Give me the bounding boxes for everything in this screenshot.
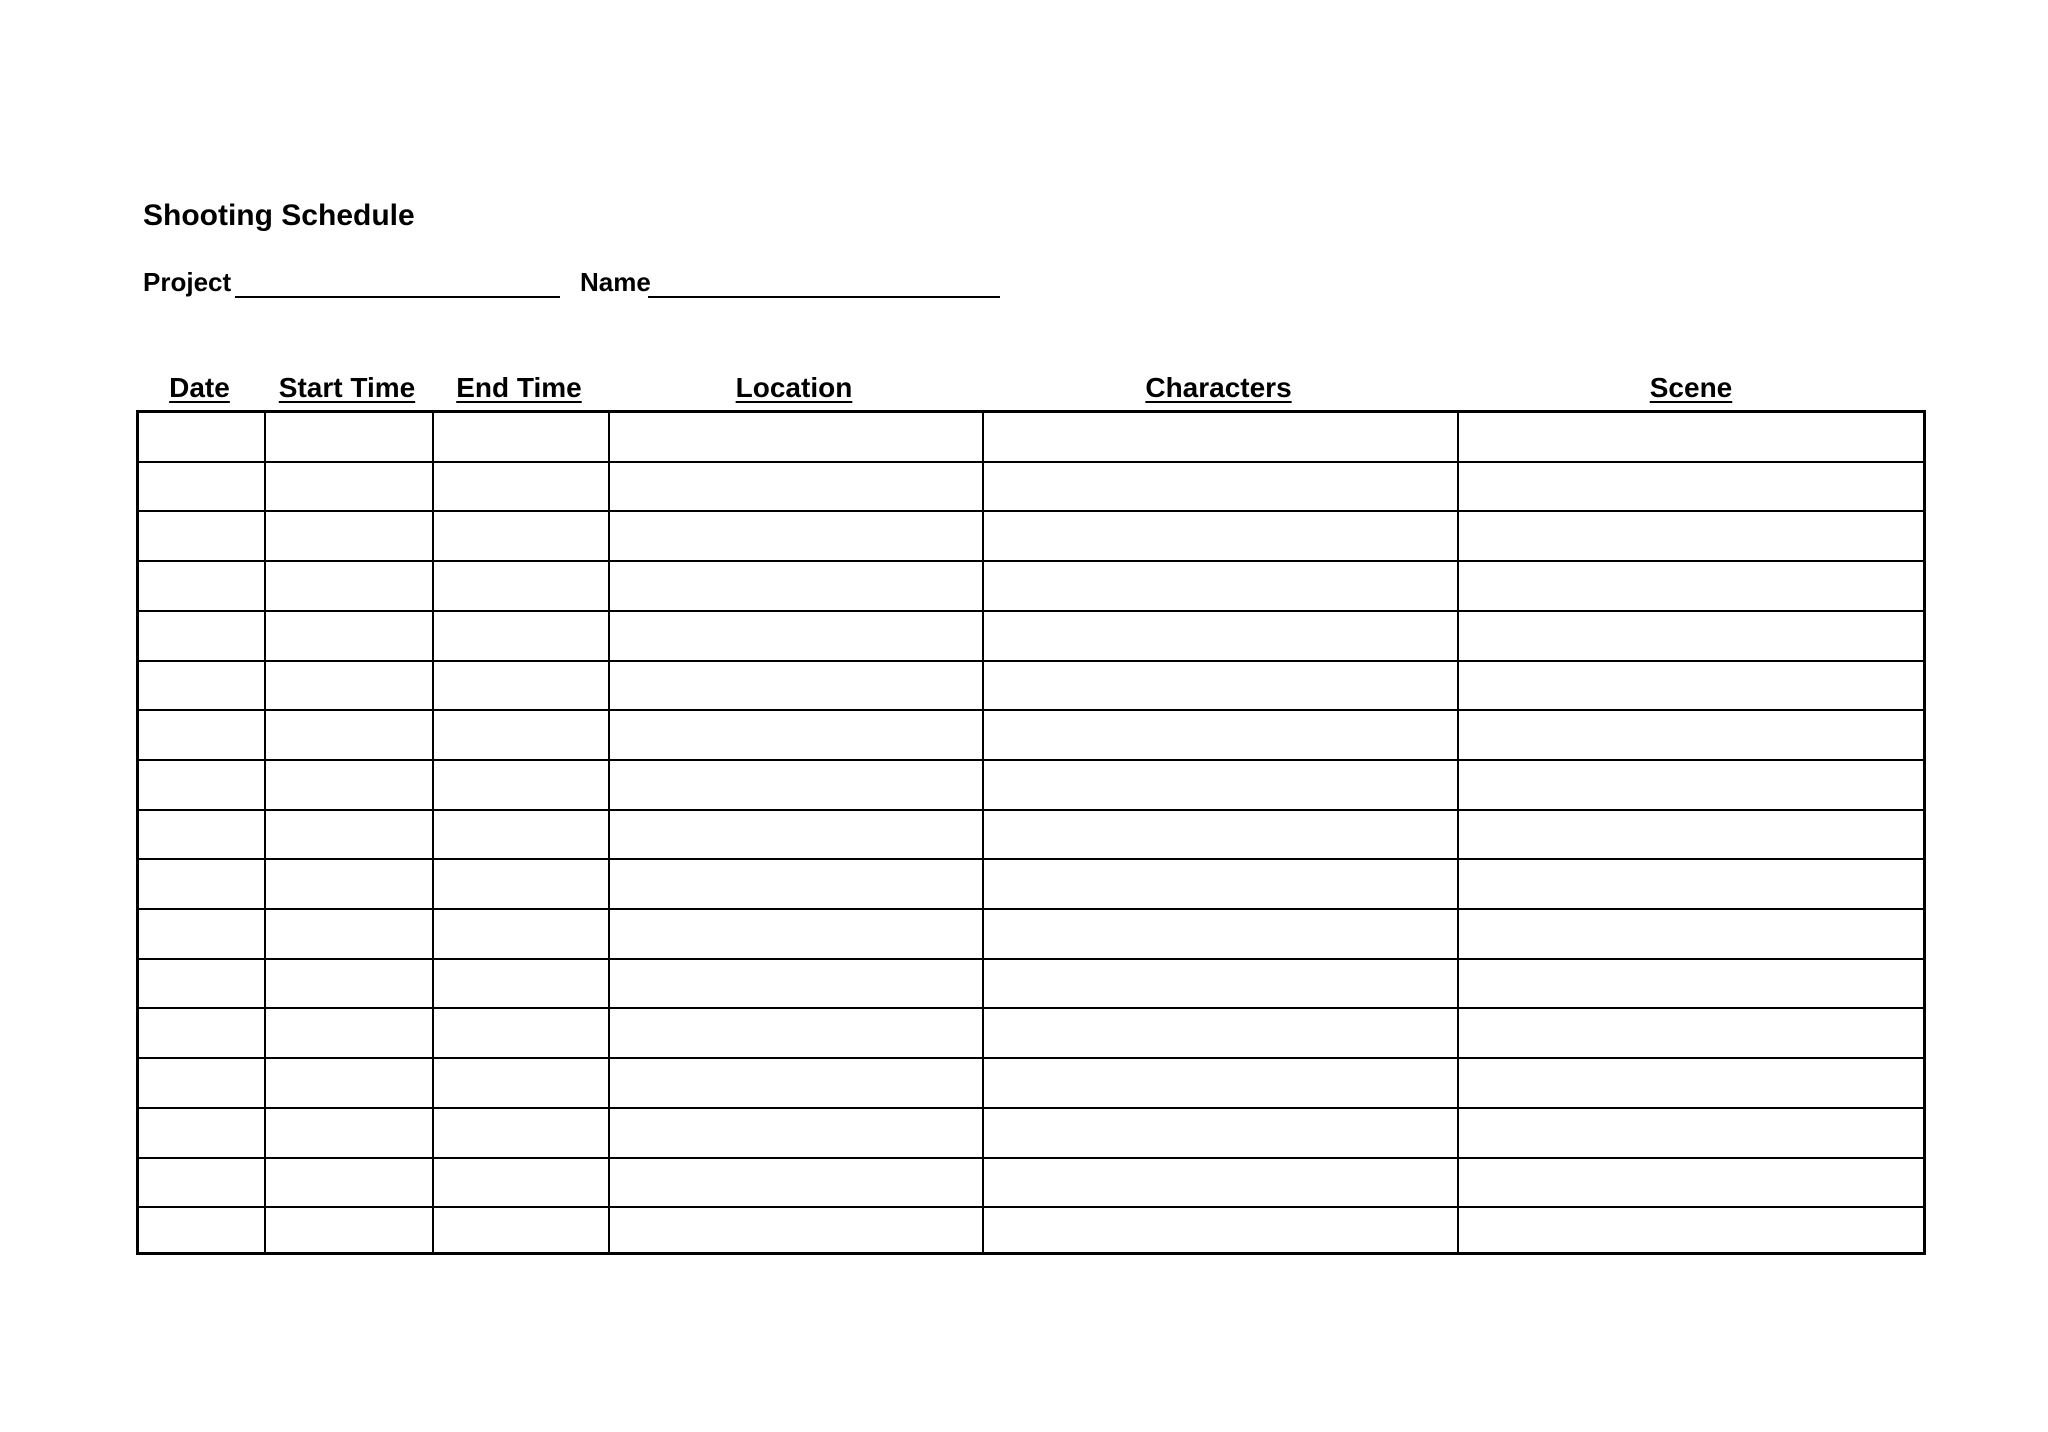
table-cell-location[interactable]: [610, 1208, 984, 1258]
table-cell-end-time[interactable]: [434, 413, 610, 463]
table-cell-start-time[interactable]: [266, 711, 434, 761]
table-cell-end-time[interactable]: [434, 860, 610, 910]
schedule-table: [136, 410, 1926, 1255]
table-cell-scene[interactable]: [1459, 612, 1929, 662]
project-label: Project: [143, 267, 232, 297]
table-cell-location[interactable]: [610, 860, 984, 910]
table-cell-end-time[interactable]: [434, 1208, 610, 1258]
table-cell-location[interactable]: [610, 761, 984, 811]
table-cell-end-time[interactable]: [434, 662, 610, 712]
table-cell-characters[interactable]: [984, 1208, 1459, 1258]
table-cell-end-time[interactable]: [434, 761, 610, 811]
table-cell-characters[interactable]: [984, 562, 1459, 612]
table-cell-scene[interactable]: [1459, 1109, 1929, 1159]
table-cell-location[interactable]: [610, 1009, 984, 1059]
table-cell-start-time[interactable]: [266, 1059, 434, 1109]
table-cell-start-time[interactable]: [266, 1009, 434, 1059]
table-cell-end-time[interactable]: [434, 1059, 610, 1109]
table-cell-scene[interactable]: [1459, 512, 1929, 562]
table-cell-characters[interactable]: [984, 860, 1459, 910]
table-cell-date[interactable]: [139, 562, 266, 612]
table-cell-date[interactable]: [139, 512, 266, 562]
table-cell-start-time[interactable]: [266, 811, 434, 861]
column-header-location: [607, 368, 981, 408]
table-cell-scene[interactable]: [1459, 761, 1929, 811]
table-cell-characters[interactable]: [984, 413, 1459, 463]
table-cell-date[interactable]: [139, 1208, 266, 1258]
table-cell-characters[interactable]: [984, 662, 1459, 712]
table-cell-location[interactable]: [610, 662, 984, 712]
table-cell-location[interactable]: [610, 811, 984, 861]
table-cell-start-time[interactable]: [266, 860, 434, 910]
name-field[interactable]: [648, 296, 1000, 298]
table-cell-characters[interactable]: [984, 1059, 1459, 1109]
table-cell-characters[interactable]: [984, 612, 1459, 662]
table-cell-date[interactable]: [139, 711, 266, 761]
table-cell-scene[interactable]: [1459, 960, 1929, 1010]
table-cell-characters[interactable]: [984, 761, 1459, 811]
column-header-scene: [1456, 368, 1926, 408]
table-cell-end-time[interactable]: [434, 960, 610, 1010]
table-cell-scene[interactable]: [1459, 1059, 1929, 1109]
table-cell-start-time[interactable]: [266, 910, 434, 960]
table-cell-date[interactable]: [139, 1159, 266, 1209]
table-cell-end-time[interactable]: [434, 512, 610, 562]
table-cell-scene[interactable]: [1459, 1159, 1929, 1209]
column-header-end-time: [431, 368, 607, 408]
column-header-characters: [981, 368, 1456, 408]
table-cell-scene[interactable]: [1459, 463, 1929, 513]
table-cell-start-time[interactable]: [266, 960, 434, 1010]
table-cell-end-time[interactable]: [434, 1159, 610, 1209]
table-cell-date[interactable]: [139, 662, 266, 712]
column-header-label: Start Time: [278, 372, 416, 403]
table-cell-end-time[interactable]: [434, 612, 610, 662]
project-field[interactable]: [235, 296, 560, 298]
column-header-label: Scene: [1649, 372, 1733, 403]
column-header-start-time: [263, 368, 431, 408]
table-cell-date[interactable]: [139, 1109, 266, 1159]
table-cell-scene[interactable]: [1459, 860, 1929, 910]
table-cell-location[interactable]: [610, 711, 984, 761]
table-cell-date[interactable]: [139, 910, 266, 960]
table-cell-date[interactable]: [139, 612, 266, 662]
table-cell-start-time[interactable]: [266, 1159, 434, 1209]
table-cell-characters[interactable]: [984, 512, 1459, 562]
table-cell-start-time[interactable]: [266, 413, 434, 463]
table-cell-characters[interactable]: [984, 711, 1459, 761]
table-cell-date[interactable]: [139, 463, 266, 513]
table-cell-scene[interactable]: [1459, 910, 1929, 960]
table-cell-location[interactable]: [610, 1109, 984, 1159]
table-cell-location[interactable]: [610, 910, 984, 960]
table-cell-location[interactable]: [610, 562, 984, 612]
table-header: [136, 368, 1926, 408]
table-cell-end-time[interactable]: [434, 562, 610, 612]
table-cell-end-time[interactable]: [434, 1109, 610, 1159]
table-cell-date[interactable]: [139, 860, 266, 910]
document-title: Shooting Schedule: [143, 199, 415, 232]
table-cell-date[interactable]: [139, 811, 266, 861]
column-header-label: Characters: [1145, 372, 1292, 403]
table-cell-start-time[interactable]: [266, 761, 434, 811]
table-cell-scene[interactable]: [1459, 811, 1929, 861]
table-cell-scene[interactable]: [1459, 1208, 1929, 1258]
table-cell-location[interactable]: [610, 512, 984, 562]
table-cell-location[interactable]: [610, 612, 984, 662]
column-header-label: Date: [169, 372, 230, 403]
table-cell-scene[interactable]: [1459, 1009, 1929, 1059]
table-cell-start-time[interactable]: [266, 562, 434, 612]
column-header-label: Location: [735, 372, 853, 403]
table-cell-start-time[interactable]: [266, 612, 434, 662]
table-cell-end-time[interactable]: [434, 1009, 610, 1059]
table-cell-date[interactable]: [139, 761, 266, 811]
name-label: Name: [580, 267, 651, 297]
table-cell-location[interactable]: [610, 1059, 984, 1109]
table-cell-characters[interactable]: [984, 910, 1459, 960]
table-cell-end-time[interactable]: [434, 463, 610, 513]
table-cell-date[interactable]: [139, 960, 266, 1010]
table-cell-characters[interactable]: [984, 960, 1459, 1010]
table-cell-start-time[interactable]: [266, 512, 434, 562]
table-cell-start-time[interactable]: [266, 662, 434, 712]
table-cell-date[interactable]: [139, 413, 266, 463]
table-cell-start-time[interactable]: [266, 1109, 434, 1159]
table-cell-characters[interactable]: [984, 811, 1459, 861]
table-cell-scene[interactable]: [1459, 413, 1929, 463]
table-cell-location[interactable]: [610, 413, 984, 463]
table-cell-characters[interactable]: [984, 1159, 1459, 1209]
table-cell-location[interactable]: [610, 463, 984, 513]
table-cell-end-time[interactable]: [434, 711, 610, 761]
table-cell-start-time[interactable]: [266, 1208, 434, 1258]
table-cell-characters[interactable]: [984, 1109, 1459, 1159]
table-cell-location[interactable]: [610, 1159, 984, 1209]
table-cell-end-time[interactable]: [434, 811, 610, 861]
table-cell-end-time[interactable]: [434, 910, 610, 960]
table-cell-scene[interactable]: [1459, 562, 1929, 612]
table-cell-date[interactable]: [139, 1059, 266, 1109]
table-cell-characters[interactable]: [984, 1009, 1459, 1059]
column-header-date: [136, 368, 263, 408]
column-header-label: End Time: [456, 372, 582, 403]
table-cell-scene[interactable]: [1459, 711, 1929, 761]
table-cell-location[interactable]: [610, 960, 984, 1010]
table-cell-scene[interactable]: [1459, 662, 1929, 712]
table-cell-characters[interactable]: [984, 463, 1459, 513]
table-cell-start-time[interactable]: [266, 463, 434, 513]
table-cell-date[interactable]: [139, 1009, 266, 1059]
